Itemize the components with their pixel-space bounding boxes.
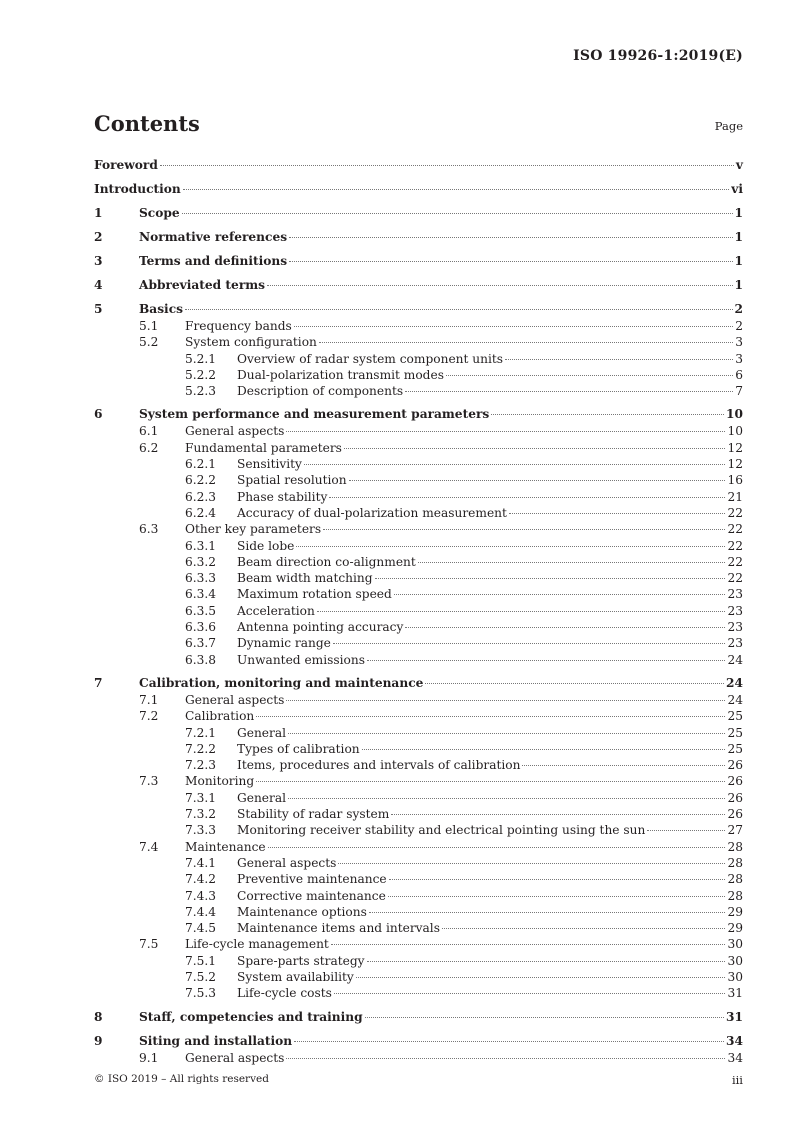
dot-leader (256, 781, 725, 782)
toc-entry-page: 12 (727, 457, 743, 472)
toc-entry-number: 5.2.3 (185, 384, 217, 399)
dot-leader (405, 627, 725, 628)
toc-entry-title[interactable]: Sensitivity (237, 457, 302, 472)
dot-leader (338, 863, 725, 864)
dot-leader (288, 733, 725, 734)
toc-entry-title[interactable]: Maintenance items and intervals (237, 921, 440, 936)
dot-leader (369, 912, 726, 913)
toc-entry[interactable] (94, 725, 743, 741)
toc-entry-page: 26 (727, 774, 743, 789)
toc-entry-page: 25 (727, 725, 743, 740)
toc-entry-title[interactable]: Beam direction co-alignment (237, 554, 416, 569)
toc-entry[interactable] (94, 888, 743, 904)
toc-entry-number: 5.1 (139, 319, 159, 333)
dot-leader (405, 391, 733, 392)
toc-entry[interactable] (94, 538, 743, 554)
toc-entry[interactable] (94, 790, 743, 806)
toc-entry-title[interactable]: Monitoring (185, 774, 255, 789)
toc-entry-number: 9 (94, 1033, 103, 1048)
toc-entry-number: 7.4 (139, 839, 159, 854)
toc-entry-page: 6 (735, 367, 743, 382)
toc-entry-number: 7.3.2 (185, 807, 217, 822)
toc-entry-title[interactable]: Dynamic range (237, 636, 331, 651)
dot-leader (425, 683, 724, 684)
toc-entry[interactable] (94, 351, 743, 367)
dot-leader (333, 643, 726, 644)
toc-entry-title[interactable]: Abbreviated terms (139, 278, 265, 292)
toc-entry-page: 2 (735, 319, 743, 333)
toc-entry-number: 6.1 (139, 424, 159, 439)
toc-entry-page: 31 (727, 986, 743, 1001)
toc-entry-page: 21 (727, 489, 743, 504)
dot-leader (509, 513, 726, 514)
toc-entry-page: vi (731, 182, 743, 196)
toc-entry-title[interactable]: Basics (139, 302, 183, 316)
toc-entry-number: 7 (94, 675, 103, 690)
dot-leader (294, 1041, 724, 1042)
toc-entry[interactable] (94, 741, 743, 757)
toc-entry[interactable] (94, 619, 743, 635)
toc-entry-page: 3 (735, 351, 743, 366)
toc-entry-page: 16 (727, 473, 743, 488)
toc-entry-number: 6.2.1 (185, 457, 217, 472)
toc-entry-title[interactable]: Accuracy of dual-polarization measurement (237, 505, 507, 520)
toc-entry-title[interactable]: Life-cycle management (185, 937, 329, 952)
page-column-label: Page (714, 119, 743, 133)
toc-entry-title[interactable]: General aspects (185, 424, 285, 439)
toc-entry-title[interactable]: Corrective maintenance (237, 888, 386, 903)
toc-entry[interactable] (94, 367, 743, 383)
toc-entry-number: 6.3 (139, 522, 159, 537)
toc-entry[interactable] (94, 586, 743, 602)
toc-entry[interactable] (94, 228, 743, 246)
toc-entry-title[interactable]: Antenna pointing accuracy (237, 620, 404, 635)
toc-entry-page: 30 (727, 969, 743, 984)
dot-leader (647, 830, 725, 831)
toc-entry-number: 9.1 (139, 1050, 159, 1065)
toc-entry-title[interactable]: System configuration (185, 335, 317, 350)
toc-entry[interactable] (94, 318, 743, 334)
dot-leader (331, 944, 726, 945)
toc-entry[interactable] (94, 440, 743, 456)
toc-entry-page: 23 (727, 603, 743, 618)
dot-leader (391, 814, 725, 815)
toc-entry-page: 25 (727, 741, 743, 756)
toc-entry[interactable] (94, 806, 743, 822)
toc-entry-title[interactable]: System performance and measurement parameters (139, 407, 490, 422)
toc-entry-page: 23 (727, 587, 743, 602)
toc-entry-title[interactable]: Items, procedures and intervals of calibration (237, 758, 521, 773)
toc-entry[interactable] (94, 603, 743, 619)
toc-entry-title[interactable]: Calibration (185, 709, 255, 724)
toc-entry-page: 22 (727, 554, 743, 569)
toc-entry-page: 30 (727, 937, 743, 952)
toc-entry[interactable] (94, 252, 743, 270)
toc-entry[interactable] (94, 505, 743, 521)
toc-entry-number: 7.5.1 (185, 953, 217, 968)
toc-entry[interactable] (94, 570, 743, 586)
toc-entry-page: 23 (727, 620, 743, 635)
toc-entry-number: 6.3.7 (185, 636, 217, 651)
toc-entry-title[interactable]: Acceleration (237, 603, 315, 618)
toc-entry-page: 30 (727, 953, 743, 968)
dot-leader (319, 342, 733, 343)
toc-entry-page: 3 (735, 335, 743, 350)
toc-entry-page: 1 (734, 230, 743, 244)
toc-entry-title[interactable]: General aspects (185, 1050, 285, 1065)
dot-leader (288, 798, 725, 799)
toc-entry[interactable] (94, 635, 743, 651)
dot-leader (182, 213, 733, 214)
dot-leader (160, 165, 734, 166)
toc-entry[interactable] (94, 521, 743, 537)
toc-entry[interactable] (94, 822, 743, 838)
toc-entry[interactable] (94, 757, 743, 773)
dot-leader (256, 716, 725, 717)
toc-entry-number: 6.3.5 (185, 603, 217, 618)
toc-entry-number: 5.2 (139, 335, 159, 350)
dot-leader (296, 546, 725, 547)
toc-entry-page: 29 (727, 921, 743, 936)
dot-leader (365, 1017, 724, 1018)
toc-entry-title[interactable]: Spare-parts strategy (237, 953, 365, 968)
toc-entry[interactable] (94, 773, 743, 789)
toc-entry-title[interactable]: Normative references (139, 230, 288, 244)
toc-entry[interactable] (94, 489, 743, 505)
toc-entry[interactable] (94, 708, 743, 724)
dot-leader (394, 594, 726, 595)
dot-leader (286, 1058, 725, 1059)
dot-leader (356, 977, 726, 978)
toc-entry-number: 1 (94, 206, 103, 220)
dot-leader (344, 448, 726, 449)
toc-entry-page: 10 (727, 424, 743, 439)
dot-leader (294, 326, 733, 327)
dot-leader (323, 529, 725, 530)
toc-entry[interactable] (94, 969, 743, 985)
dot-leader (329, 497, 725, 498)
dot-leader (388, 896, 726, 897)
toc-entry-title[interactable]: Preventive maintenance (237, 872, 387, 887)
toc-entry-number: 5.2.1 (185, 351, 217, 366)
toc-entry-page: 10 (726, 407, 743, 422)
toc-entry[interactable] (94, 855, 743, 871)
toc-entry-number: 7.2.1 (185, 725, 217, 740)
toc-entry-page: 28 (727, 839, 743, 854)
toc-entry[interactable] (94, 1050, 743, 1066)
dot-leader (289, 237, 732, 238)
toc-entry[interactable] (94, 871, 743, 887)
toc-entry[interactable] (94, 405, 743, 423)
toc-entry-page: 2 (734, 302, 743, 316)
dot-leader (491, 414, 724, 415)
dot-leader (334, 993, 726, 994)
toc-entry-page: 24 (726, 675, 743, 690)
toc-entry[interactable] (94, 904, 743, 920)
toc-entry[interactable] (94, 180, 743, 198)
toc-entry-number: 7.5.2 (185, 969, 217, 984)
toc-entry[interactable] (94, 423, 743, 439)
toc-entry-number: 3 (94, 254, 103, 268)
page-number: iii (731, 1073, 743, 1087)
toc-entry-page: 22 (727, 505, 743, 520)
toc-entry[interactable] (94, 276, 743, 294)
toc-entry-number: 7.2.2 (185, 741, 217, 756)
toc-entry-page: 26 (727, 790, 743, 805)
dot-leader (304, 464, 726, 465)
toc-entry[interactable] (94, 674, 743, 692)
table-of-contents (94, 156, 743, 1066)
toc-entry-page: 28 (727, 888, 743, 903)
dot-leader (183, 189, 729, 190)
toc-entry[interactable] (94, 383, 743, 399)
toc-entry[interactable] (94, 936, 743, 952)
toc-entry-number: 7.4.5 (185, 921, 217, 936)
toc-entry-number: 6.3.6 (185, 620, 217, 635)
toc-entry-number: 8 (94, 1009, 103, 1024)
toc-entry-page: 22 (727, 571, 743, 586)
toc-entry-number: 6.3.4 (185, 587, 217, 602)
dot-leader (505, 359, 733, 360)
toc-entry-page: 34 (727, 1050, 743, 1065)
toc-entry-page: 1 (734, 278, 743, 292)
toc-entry-page: 26 (727, 807, 743, 822)
dot-leader (362, 749, 726, 750)
toc-entry-title[interactable]: Frequency bands (185, 319, 292, 333)
toc-entry-title[interactable]: Maximum rotation speed (237, 587, 392, 602)
dot-leader (185, 309, 733, 310)
dot-leader (267, 285, 733, 286)
toc-entry-title[interactable]: Scope (139, 206, 180, 220)
toc-entry-page: 1 (734, 206, 743, 220)
toc-entry-page: 29 (727, 904, 743, 919)
toc-entry-number: 5 (94, 302, 103, 316)
toc-entry-number: 5.2.2 (185, 367, 217, 382)
toc-entry-page: 28 (727, 855, 743, 870)
toc-entry[interactable] (94, 1032, 743, 1050)
toc-entry-number: 7.2 (139, 709, 159, 724)
contents-heading: Contents (94, 111, 200, 136)
toc-entry-number: 6 (94, 407, 103, 422)
toc-entry-title[interactable]: Calibration, monitoring and maintenance (139, 675, 424, 690)
toc-entry-number: 7.3.3 (185, 823, 217, 838)
toc-entry-title[interactable]: Terms and definitions (139, 254, 288, 268)
toc-entry-title[interactable]: General (237, 725, 286, 740)
dot-leader (317, 611, 726, 612)
toc-entry-title[interactable]: Unwanted emissions (237, 652, 365, 667)
toc-entry-page: 12 (727, 440, 743, 455)
toc-entry-title[interactable]: Staff, competencies and training (139, 1009, 363, 1024)
toc-entry-number: 7.4.4 (185, 904, 217, 919)
toc-entry-title[interactable]: Maintenance options (237, 904, 367, 919)
toc-entry-title[interactable]: Other key parameters (185, 522, 322, 537)
toc-entry-number: 4 (94, 278, 103, 292)
toc-entry-page: 24 (727, 652, 743, 667)
toc-entry-title[interactable]: General aspects (237, 855, 337, 870)
toc-entry[interactable] (94, 300, 743, 318)
toc-entry-title[interactable]: Side lobe (237, 538, 295, 553)
toc-entry-title[interactable]: General aspects (185, 692, 285, 707)
toc-entry-title[interactable]: Overview of radar system component units (237, 351, 504, 366)
toc-entry-page: 22 (727, 538, 743, 553)
toc-entry[interactable] (94, 456, 743, 472)
toc-entry[interactable] (94, 204, 743, 222)
toc-entry-page: 25 (727, 709, 743, 724)
toc-entry-title[interactable]: Stability of radar system (237, 807, 390, 822)
dot-leader (389, 879, 726, 880)
toc-entry[interactable] (94, 156, 743, 174)
toc-entry-title[interactable]: Types of calibration (237, 741, 360, 756)
dot-leader (286, 700, 725, 701)
toc-entry-number: 6.2.2 (185, 473, 217, 488)
toc-entry-number: 2 (94, 230, 103, 244)
copyright-notice: © ISO 2019 – All rights reserved (94, 1073, 269, 1085)
toc-entry-number: 6.2.4 (185, 505, 217, 520)
document-identifier: ISO 19926-1:2019(E) (573, 48, 743, 64)
toc-entry[interactable] (94, 472, 743, 488)
toc-entry-page: 1 (734, 254, 743, 268)
toc-entry-title[interactable]: Fundamental parameters (185, 440, 342, 455)
toc-entry-number: 7.5.3 (185, 986, 217, 1001)
toc-entry[interactable] (94, 839, 743, 855)
toc-entry[interactable] (94, 652, 743, 668)
toc-entry-title[interactable]: Phase stability (237, 489, 328, 504)
toc-entry-title[interactable]: Maintenance (185, 839, 266, 854)
toc-entry-number: 7.2.3 (185, 758, 217, 773)
toc-entry-page: 7 (735, 384, 743, 399)
toc-entry[interactable] (94, 1008, 743, 1026)
toc-entry-number: 7.4.1 (185, 855, 217, 870)
toc-entry-page: 27 (727, 823, 743, 838)
toc-entry[interactable] (94, 334, 743, 350)
dot-leader (367, 961, 726, 962)
toc-entry[interactable] (94, 554, 743, 570)
toc-entry-title[interactable]: Beam width matching (237, 571, 373, 586)
dot-leader (418, 562, 726, 563)
dot-leader (522, 765, 725, 766)
toc-entry[interactable] (94, 692, 743, 708)
toc-entry-title[interactable]: Dual-polarization transmit modes (237, 367, 444, 382)
dot-leader (286, 431, 725, 432)
toc-entry-page: 24 (727, 692, 743, 707)
dot-leader (367, 660, 726, 661)
dot-leader (289, 261, 732, 262)
toc-entry-number: 6.2.3 (185, 489, 217, 504)
toc-entry-number: 7.3 (139, 774, 159, 789)
dot-leader (446, 375, 733, 376)
toc-entry-page: 26 (727, 758, 743, 773)
toc-entry-title[interactable]: Spatial resolution (237, 473, 347, 488)
toc-entry-page: 31 (726, 1009, 743, 1024)
toc-entry-title[interactable]: System availability (237, 969, 354, 984)
toc-entry-page: 28 (727, 872, 743, 887)
toc-entry-title[interactable]: Description of components (237, 384, 404, 399)
toc-entry-title[interactable]: Introduction (94, 182, 181, 196)
dot-leader (268, 847, 726, 848)
toc-entry-page: v (735, 158, 743, 172)
toc-entry[interactable] (94, 920, 743, 936)
toc-entry-number: 7.1 (139, 692, 159, 707)
toc-entry-number: 6.2 (139, 440, 159, 455)
toc-entry-title[interactable]: Monitoring receiver stability and electrical pointing using the sun (237, 823, 646, 838)
toc-entry-number: 6.3.8 (185, 652, 217, 667)
dot-leader (442, 928, 726, 929)
toc-entry-page: 22 (727, 522, 743, 537)
toc-entry-title[interactable]: Foreword (94, 158, 158, 172)
toc-entry-number: 7.4.3 (185, 888, 217, 903)
toc-entry-title[interactable]: General (237, 790, 286, 805)
toc-entry-number: 7.4.2 (185, 872, 217, 887)
toc-entry-page: 23 (727, 636, 743, 651)
toc-entry-number: 7.5 (139, 937, 159, 952)
toc-entry-number: 6.3.3 (185, 571, 217, 586)
toc-entry-number: 7.3.1 (185, 790, 217, 805)
toc-entry-page: 34 (726, 1033, 743, 1048)
toc-entry-number: 6.3.2 (185, 554, 217, 569)
toc-entry-title[interactable]: Siting and installation (139, 1033, 293, 1048)
dot-leader (349, 480, 726, 481)
dot-leader (375, 578, 726, 579)
toc-entry[interactable] (94, 953, 743, 969)
toc-entry-title[interactable]: Life-cycle costs (237, 986, 332, 1001)
toc-entry-number: 6.3.1 (185, 538, 217, 553)
toc-entry[interactable] (94, 985, 743, 1001)
